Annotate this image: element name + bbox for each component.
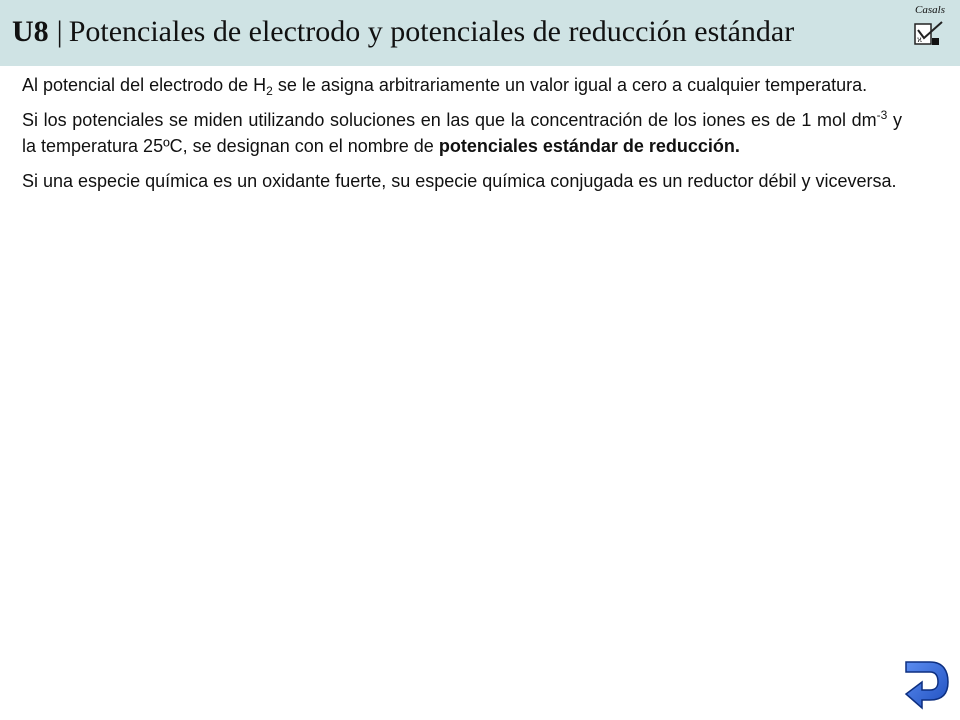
p2-superscript: -3: [876, 108, 888, 122]
p1-text-a: Al potencial del electrodo de H: [22, 75, 267, 95]
title-bar: [0, 0, 960, 66]
paragraph-standard-potentials: [22, 107, 902, 159]
logo-text: Casals: [915, 4, 945, 16]
return-arrow-icon[interactable]: [902, 656, 950, 710]
title-text: Potenciales de electrodo y potenciales de reducción estándar: [68, 15, 795, 48]
p2-text-a: Si los potenciales se miden utilizando soluciones en las que la concentración de los iones es de 1 mol dm: [22, 110, 877, 130]
p2-text-b: y la temperatura 25ºC, se designan con el nombre de: [22, 110, 902, 156]
page-title: [12, 14, 794, 50]
casals-logo-icon: [912, 4, 948, 50]
svg-text:ϰ: ϰ: [917, 34, 923, 44]
paragraph-hydrogen-electrode: [22, 72, 902, 98]
unit-label: U8: [12, 15, 49, 48]
paragraph-oxidant-reductor: Si una especie química es un oxidante fuerte, su especie química conjugada es un reductor débil y viceversa.: [22, 171, 897, 191]
body-text: [22, 72, 902, 203]
p1-text-b: se le asigna arbitrariamente un valor igual a cero a cualquier temperatura.: [272, 75, 868, 95]
title-separator: |: [56, 15, 63, 48]
p1-subscript: 2: [266, 84, 273, 98]
return-arrow-svg: [902, 656, 950, 710]
p2-bold-term: potenciales estándar de reducción.: [438, 136, 740, 156]
logo-mark-icon: [914, 18, 946, 48]
